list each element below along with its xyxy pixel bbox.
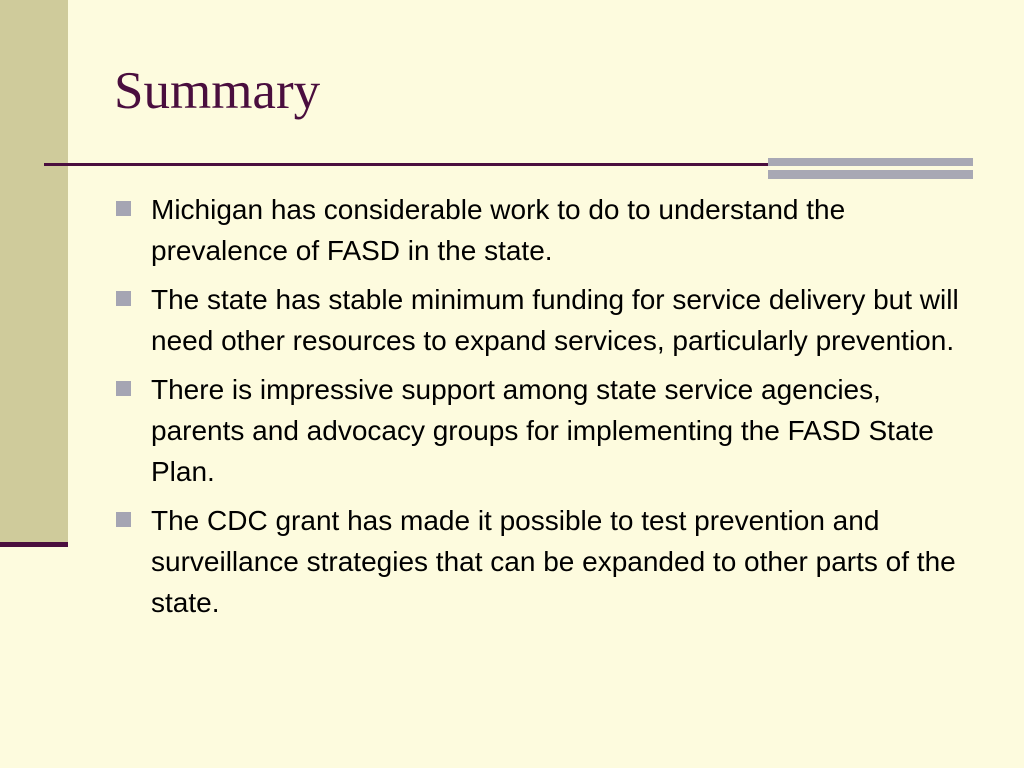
bullet-text: Michigan has considerable work to do to understand the prevalence of FASD in the state. (151, 194, 846, 266)
bullet-item (116, 279, 976, 361)
square-bullet-icon (116, 381, 131, 396)
left-accent-bar (0, 0, 68, 542)
decorative-gray-bar-top (768, 158, 973, 166)
bullet-text: There is impressive support among state service agencies, parents and advocacy groups for implementing the FASD State Plan. (151, 374, 934, 487)
bullet-list (116, 189, 976, 631)
decorative-gray-bar-bottom (768, 170, 973, 179)
bullet-text: The CDC grant has made it possible to test prevention and surveillance strategies that can be expanded to other parts of the state. (151, 505, 956, 618)
bullet-item (116, 500, 976, 623)
square-bullet-icon (116, 201, 131, 216)
square-bullet-icon (116, 512, 131, 527)
slide-title: Summary (114, 62, 321, 120)
bullet-text: The state has stable minimum funding for service delivery but will need other resources to expand services, particularly prevention. (151, 284, 959, 356)
left-accent-line (0, 542, 68, 547)
bullet-item (116, 369, 976, 492)
square-bullet-icon (116, 291, 131, 306)
bullet-item (116, 189, 976, 271)
